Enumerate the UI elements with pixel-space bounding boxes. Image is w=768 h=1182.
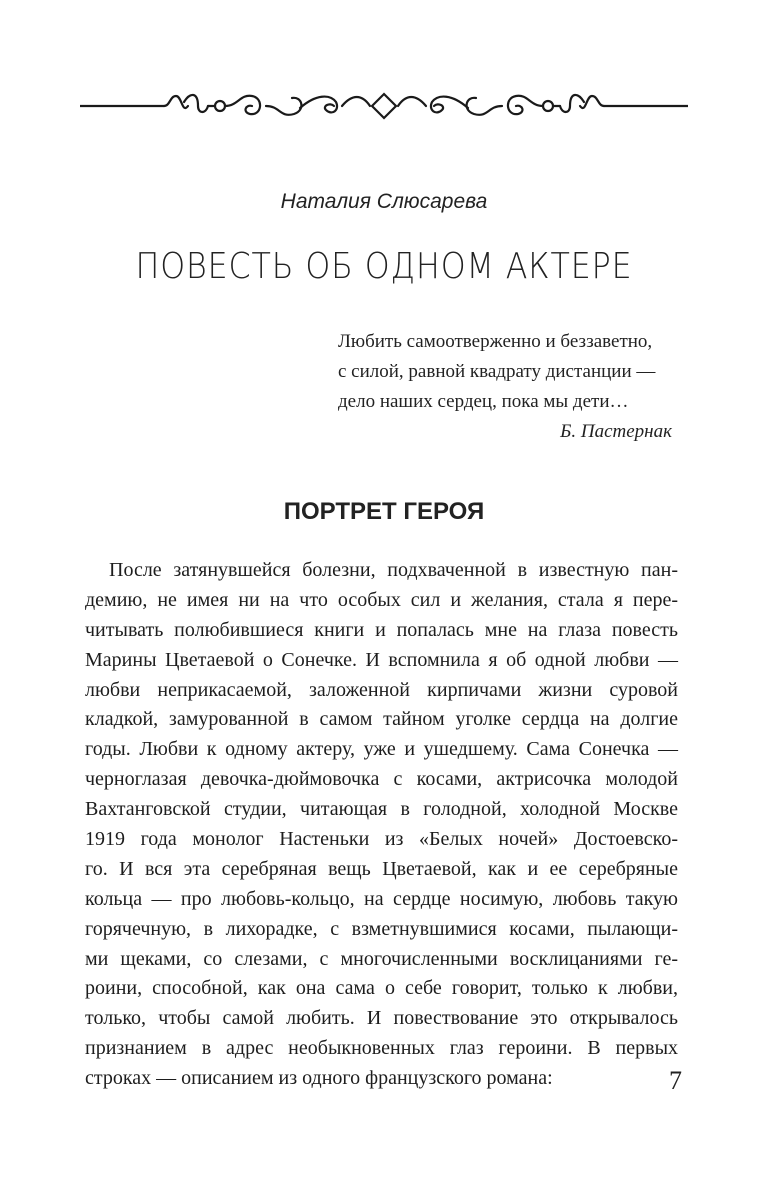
text-line: Вахтанговской студии, читающая в голодной, холодной Москве xyxy=(85,798,678,821)
epigraph-attribution: Б. Пастернак xyxy=(560,421,672,442)
epigraph-line: дело наших сердец, пока мы дети… xyxy=(338,391,629,412)
text-line: 1919 года монолог Настеньки из «Белых ночей» Достоевско- xyxy=(85,828,678,851)
text-line: Марины Цветаевой о Сонечке. И вспомнила я об одной любви — xyxy=(85,648,678,671)
text-line: кладкой, замурованной в самом тайном уголке сердца на долгие xyxy=(85,708,678,731)
epigraph-line: с силой, равной квадрату дистанции — xyxy=(338,361,656,382)
text-line: горячечную, в лихорадке, с взметнувшимися косами, пылающи- xyxy=(85,917,678,940)
text-line: черноглазая девочка-дюймовочка с косами, актрисочка молодой xyxy=(85,768,678,791)
epigraph-line: Любить самоотверженно и беззаветно, xyxy=(338,331,653,352)
text-line: читывать полюбившиеся книги и попалась мне на глаза повесть xyxy=(85,618,678,641)
text-line: кольца — про любовь-кольцо, на сердце носимую, любовь такую xyxy=(85,887,678,910)
epigraph xyxy=(338,327,678,447)
text-line: строках — описанием из одного французского романа: xyxy=(85,1067,553,1090)
author-name: Наталия Слюсарева xyxy=(280,190,488,213)
text-line: демию, не имея ни на что особых сил и желания, стала я пере- xyxy=(85,588,678,611)
text-line: годы. Любви к одному актеру, уже и ушедшему. Сама Сонечка — xyxy=(85,738,678,761)
text-line: ми щеками, со слезами, с многочисленными восклицаниями ге- xyxy=(85,947,678,970)
text-line: роини, способной, как она сама о себе говорит, только к любви, xyxy=(85,977,678,1000)
body-paragraph xyxy=(85,556,678,1094)
section-heading: ПОРТРЕТ ГЕРОЯ xyxy=(283,498,485,525)
text-line: го. И вся эта серебряная вещь Цветаевой, как и ее серебряные xyxy=(85,857,678,880)
text-line: признанием в адрес необыкновенных глаз героини. В первых xyxy=(85,1037,678,1060)
text-line: только, чтобы самой любить. И повествование это открывалось xyxy=(85,1007,678,1030)
text-line: любви неприкасаемой, заложенной кирпичами жизни суровой xyxy=(85,678,678,701)
text-line: После затянувшейся болезни, подхваченной в известную пан- xyxy=(109,559,678,581)
decorative-ornament-divider xyxy=(80,84,688,128)
story-title: ПОВЕСТЬ ОБ ОДНОМ АКТЕРЕ xyxy=(135,246,633,287)
page-number: 7 xyxy=(669,1066,682,1095)
